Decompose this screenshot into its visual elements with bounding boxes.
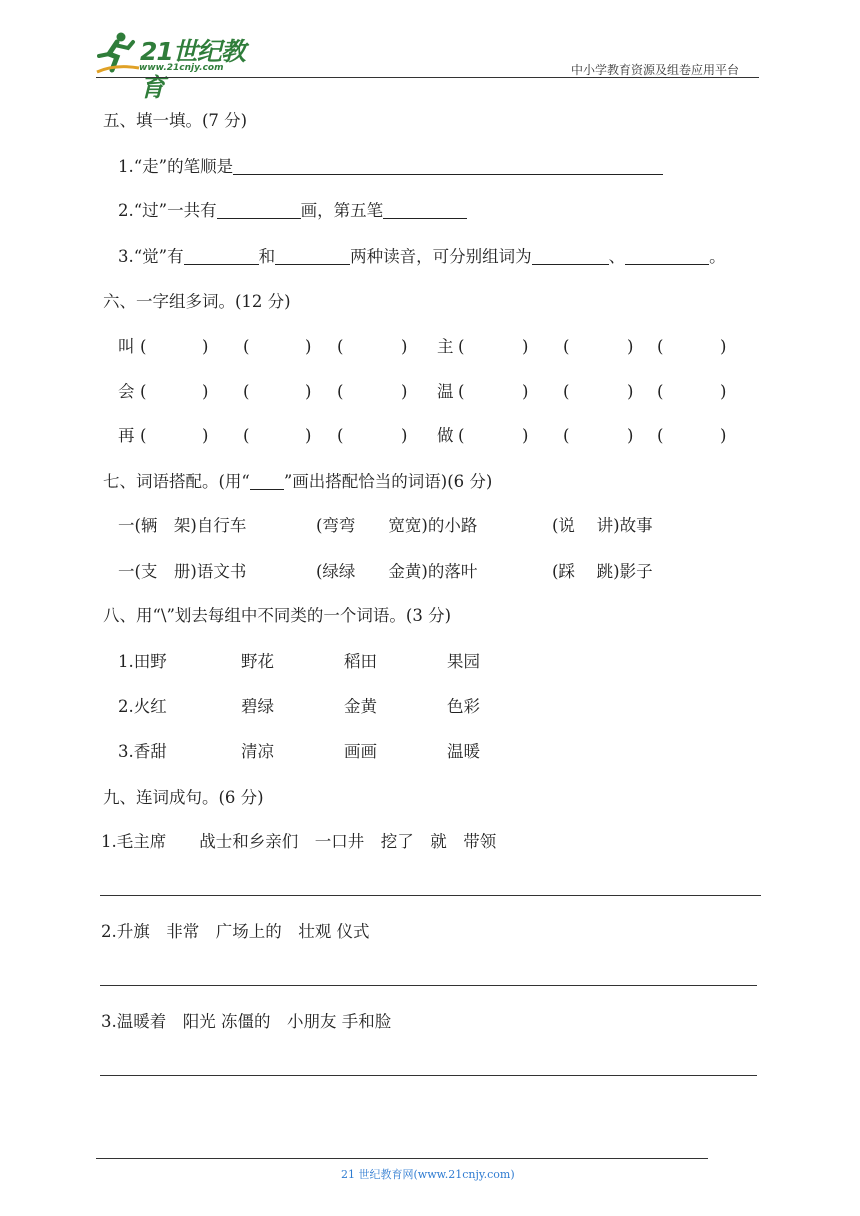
open-bracket: ( bbox=[337, 426, 344, 445]
s5-q2-text-a: 2.“过”一共有 bbox=[118, 201, 217, 220]
open-bracket: ( bbox=[563, 337, 570, 356]
section-6-title: 六、一字组多词。(12 分) bbox=[103, 292, 291, 311]
s7-row2-item2: (绿绿 金黄)的落叶 bbox=[316, 562, 478, 581]
close-bracket: ) bbox=[522, 382, 529, 401]
blank-line bbox=[532, 248, 609, 265]
s9-question-1: 1.毛主席 战士和乡亲们 一口井 挖了 就 带领 bbox=[101, 832, 497, 851]
s9-question-3: 3.温暖着 阳光 冻僵的 小朋友 手和脸 bbox=[101, 1012, 392, 1031]
s7-row1-item2: (弯弯 宽宽)的小路 bbox=[316, 516, 478, 535]
open-bracket: ( bbox=[243, 382, 250, 401]
word-item: 野花 bbox=[241, 652, 274, 671]
blank-line bbox=[625, 248, 709, 265]
word-char: 再 bbox=[118, 426, 135, 445]
word-item: 碧绿 bbox=[241, 697, 274, 716]
open-bracket: ( bbox=[657, 337, 664, 356]
close-bracket: ) bbox=[627, 382, 634, 401]
answer-line-3 bbox=[100, 1075, 757, 1076]
close-bracket: ) bbox=[401, 337, 408, 356]
blank-line bbox=[383, 202, 467, 219]
s5-q3-text-d: 、 bbox=[608, 247, 626, 266]
s9-question-2: 2.升旗 非常 广场上的 壮观 仪式 bbox=[101, 922, 370, 941]
s5-question-3 bbox=[118, 247, 726, 267]
open-bracket: ( bbox=[657, 382, 664, 401]
close-bracket: ) bbox=[202, 337, 209, 356]
word-char: 做 bbox=[437, 426, 454, 445]
site-logo bbox=[95, 30, 265, 102]
open-bracket: ( bbox=[140, 382, 147, 401]
answer-line-1 bbox=[100, 895, 761, 896]
answer-line-2 bbox=[100, 985, 757, 986]
word-char: 温 bbox=[437, 382, 454, 401]
section-5-title: 五、填一填。(7 分) bbox=[103, 111, 248, 130]
word-char: 叫 bbox=[118, 337, 135, 356]
s5-q3-text-e: 。 bbox=[709, 247, 726, 266]
header-divider bbox=[96, 77, 759, 78]
s7-row1-item3: (说 讲)故事 bbox=[552, 516, 653, 535]
section-7-title bbox=[103, 472, 492, 492]
header-platform-text: 中小学教育资源及组卷应用平台 bbox=[571, 63, 740, 77]
s5-question-1 bbox=[118, 157, 663, 177]
open-bracket: ( bbox=[657, 426, 664, 445]
word-char: 主 bbox=[437, 337, 454, 356]
blank-line bbox=[233, 158, 663, 175]
open-bracket: ( bbox=[337, 337, 344, 356]
open-bracket: ( bbox=[458, 337, 465, 356]
word-item: 1.田野 bbox=[118, 652, 167, 671]
word-item: 稻田 bbox=[344, 652, 377, 671]
open-bracket: ( bbox=[140, 337, 147, 356]
s5-q3-text-a: 3.“觉”有 bbox=[118, 247, 184, 266]
open-bracket: ( bbox=[243, 426, 250, 445]
blank-line bbox=[184, 248, 259, 265]
close-bracket: ) bbox=[522, 426, 529, 445]
blank-line bbox=[275, 248, 350, 265]
open-bracket: ( bbox=[243, 337, 250, 356]
close-bracket: ) bbox=[522, 337, 529, 356]
open-bracket: ( bbox=[458, 382, 465, 401]
word-item: 3.香甜 bbox=[118, 742, 167, 761]
close-bracket: ) bbox=[720, 337, 727, 356]
close-bracket: ) bbox=[401, 382, 408, 401]
blank-line bbox=[217, 202, 301, 219]
word-item: 色彩 bbox=[447, 697, 480, 716]
close-bracket: ) bbox=[401, 426, 408, 445]
close-bracket: ) bbox=[305, 426, 312, 445]
word-item: 画画 bbox=[344, 742, 377, 761]
close-bracket: ) bbox=[627, 337, 634, 356]
close-bracket: ) bbox=[305, 382, 312, 401]
s5-q1-text: 1.“走”的笔顺是 bbox=[118, 157, 234, 176]
s5-question-2 bbox=[118, 201, 467, 221]
section-8-title: 八、用“\”划去每组中不同类的一个词语。(3 分) bbox=[103, 606, 452, 625]
s5-q3-text-b: 和 bbox=[258, 247, 276, 266]
close-bracket: ) bbox=[202, 382, 209, 401]
section-9-title: 九、连词成句。(6 分) bbox=[103, 788, 264, 807]
word-char: 会 bbox=[118, 382, 135, 401]
s7-row1-item1: 一(辆 架)自行车 bbox=[118, 516, 247, 535]
open-bracket: ( bbox=[458, 426, 465, 445]
s5-q2-text-b: 画，第五笔 bbox=[300, 201, 384, 220]
open-bracket: ( bbox=[563, 382, 570, 401]
open-bracket: ( bbox=[337, 382, 344, 401]
word-item: 2.火红 bbox=[118, 697, 167, 716]
close-bracket: ) bbox=[202, 426, 209, 445]
word-item: 清凉 bbox=[241, 742, 274, 761]
logo-title: 21世纪教育 bbox=[140, 37, 245, 102]
word-item: 果园 bbox=[447, 652, 480, 671]
close-bracket: ) bbox=[305, 337, 312, 356]
s7-row2-item1: 一(支 册)语文书 bbox=[118, 562, 247, 581]
footer-divider bbox=[96, 1158, 708, 1159]
s5-q3-text-c: 两种读音，可分别组词为 bbox=[350, 247, 532, 266]
s7-row2-item3: (踩 跳)影子 bbox=[552, 562, 653, 581]
footer-text: 21 世纪教育网(www.21cnjy.com) bbox=[341, 1168, 515, 1181]
word-item: 温暖 bbox=[447, 742, 480, 761]
runner-logo-icon bbox=[95, 30, 141, 76]
s7-title-b: ”画出搭配恰当的词语)(6 分) bbox=[283, 472, 493, 491]
open-bracket: ( bbox=[140, 426, 147, 445]
close-bracket: ) bbox=[720, 382, 727, 401]
s7-title-a: 七、词语搭配。(用“ bbox=[103, 472, 250, 491]
close-bracket: ) bbox=[720, 426, 727, 445]
logo-url: www.21cnjy.com bbox=[139, 63, 224, 73]
underline-sample bbox=[250, 473, 284, 490]
close-bracket: ) bbox=[627, 426, 634, 445]
open-bracket: ( bbox=[563, 426, 570, 445]
word-item: 金黄 bbox=[344, 697, 377, 716]
